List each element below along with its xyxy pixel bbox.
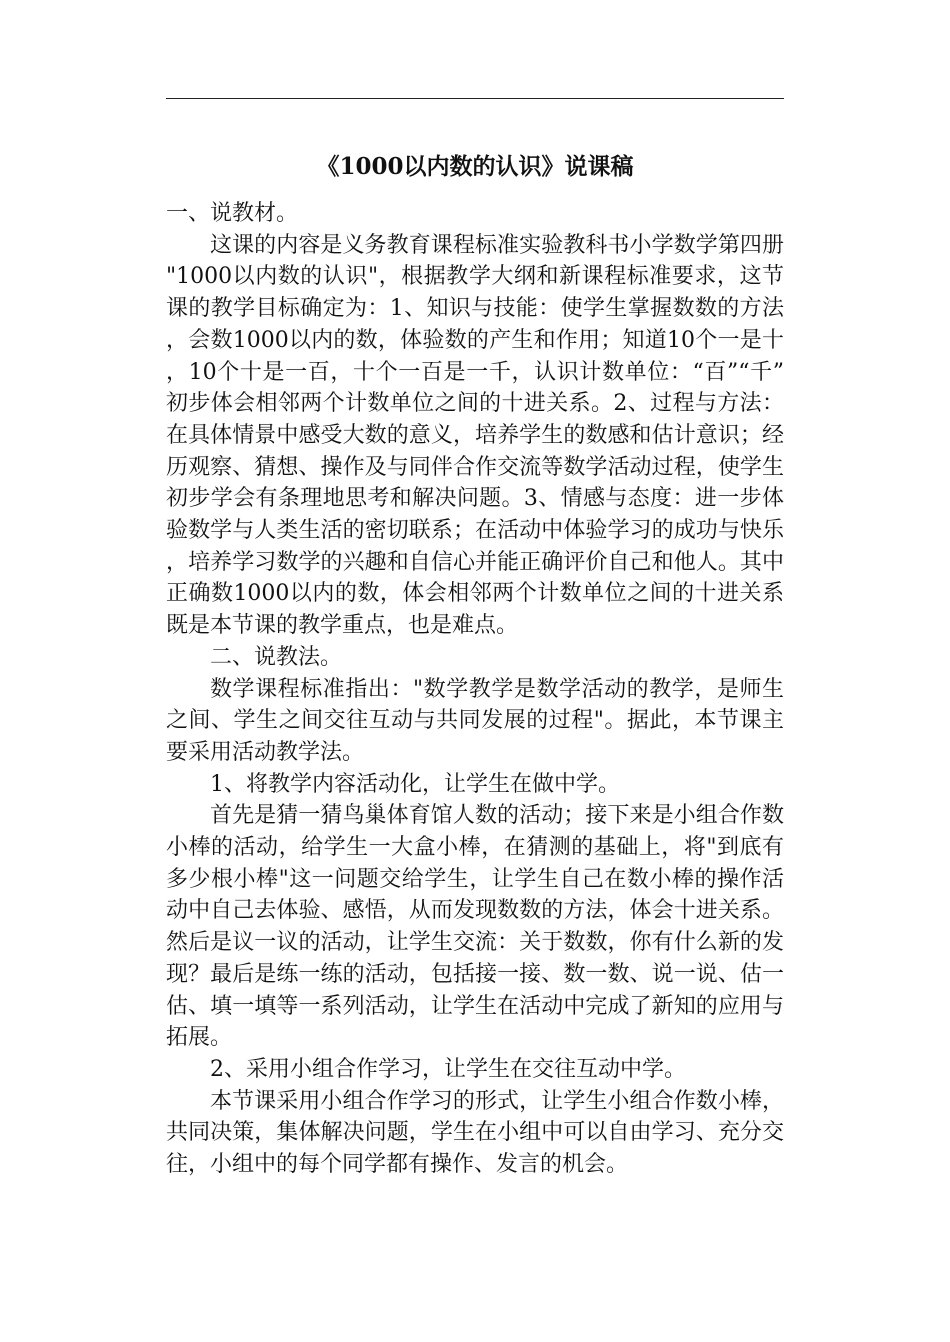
paragraph-methods-intro: 数学课程标准指出："数学教学是数学活动的教学，是师生之间、学生之间交往互动与共同发展的过程"。据此，本节课主要采用活动教学法。: [166, 676, 784, 765]
document-title: 《1000以内数的认识》说课稿: [316, 153, 634, 180]
section-heading-methods: 二、说教法。: [210, 644, 343, 670]
subheading-activity-learning: 1、将教学内容活动化，让学生在做中学。: [210, 771, 620, 797]
paragraph-textbook-content: 这课的内容是义务教育课程标准实验教科书小学数学第四册"1000以内数的认识"，根据教学大纲和新课程标准要求，这节课的教学目标确定为：1、知识与技能：使学生掌握数数的方法，会数1000以内的数，体验数的产生和作用；知道10个一是十，10个十是一百，十个一百是一千，认识计数单位：“百”“千” 初步体会相邻两个计数单位之间的十进关系。2、过程与方法：在具体情景中感受大数的意义，培养学生的数感和估计意识；经历观察、猜想、操作及与同伴合作交流等数学活动过程，使学生初步学会有条理地思考和解决问题。3、情感与态度：进一步体验数学与人类生活的密切联系；在活动中体验学习的成功与快乐，培养学习数学的兴趣和自信心并能正确评价自己和他人。其中正确数1000以内的数，体会相邻两个计数单位之间的十进关系既是本节课的教学重点，也是难点。: [166, 232, 784, 639]
section-heading-textbook: 一、说教材。: [166, 201, 299, 226]
paragraph-activity-learning: 首先是猜一猜鸟巢体育馆人数的活动；接下来是小组合作数小棒的活动，给学生一大盒小棒，在猜测的基础上，将"到底有多少根小棒"这一问题交给学生，让学生自己在数小棒的操作活动中自己去体验、感悟，从而发现数数的方法，体会十进关系。然后是议一议的活动，让学生交流：关于数数，你有什么新的发现？最后是练一练的活动，包括接一接、数一数、说一说、估一估、填一填等一系列活动，让学生在活动中完成了新知的应用与拓展。: [166, 803, 784, 1051]
paragraph-group-learning: 本节课采用小组合作学习的形式，让学生小组合作数小棒，共同决策，集体解决问题，学生在小组中可以自由学习、充分交往，小组中的每个同学都有操作、发言的机会。: [166, 1088, 784, 1178]
subheading-group-learning: 2、采用小组合作学习，让学生在交往互动中学。: [210, 1056, 686, 1082]
header-rule: [166, 98, 784, 99]
document-body: [166, 198, 784, 1181]
